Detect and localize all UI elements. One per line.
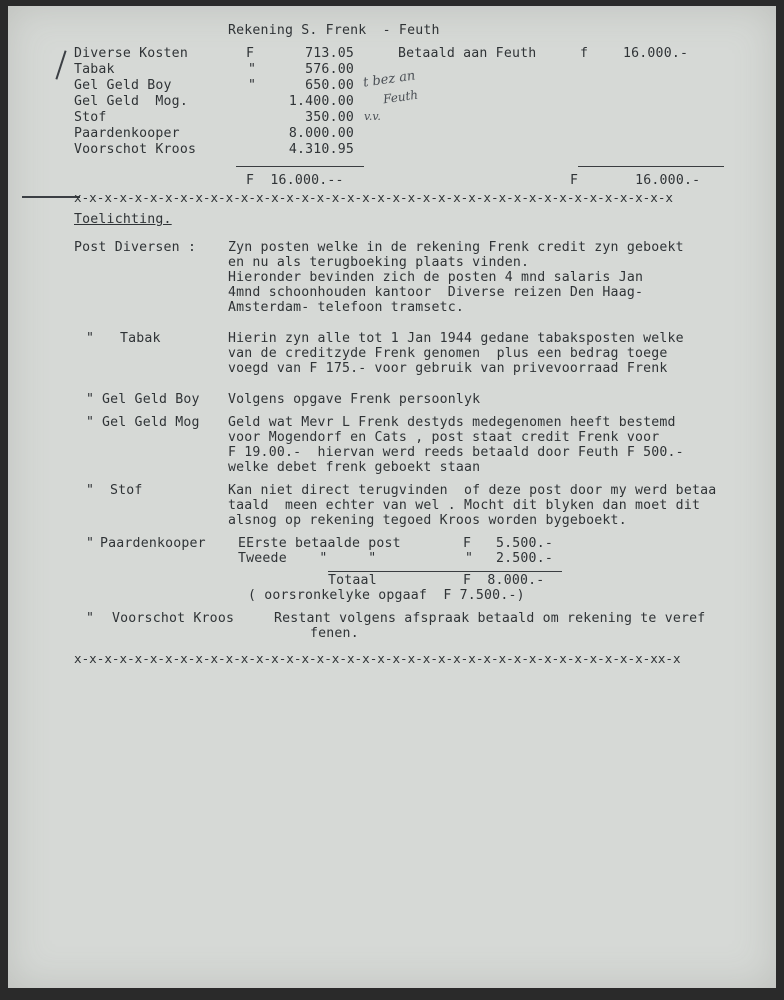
cost-label: Diverse Kosten <box>74 46 188 61</box>
note-line: taald meen echter van wel . Mocht dit blyken dan moet dit <box>228 498 701 513</box>
separator-line: x-x-x-x-x-x-x-x-x-x-x-x-x-x-x-x-x-x-x-x-x-x-x-x-x-x-x-x-x-x-x-x-x-x-x-x-x-x-x-x <box>74 190 673 205</box>
note-line: 4mnd schoonhouden kantoor Diverse reizen Den Haag- <box>228 285 644 300</box>
cost-amount: 350.00 <box>305 110 354 125</box>
cost-amount: 8.000.00 <box>288 126 354 141</box>
payment-label: EErste betaalde post <box>238 536 401 551</box>
note-label: Gel Geld Mog <box>102 415 200 430</box>
total-rule-left <box>236 166 364 167</box>
handwritten-note: Feuth <box>382 87 419 107</box>
paid-amount: 16.000.- <box>623 46 689 61</box>
note-line: en nu als terugboeking plaats vinden. <box>228 255 530 270</box>
note-line: Kan niet direct terugvinden of deze post door my werd betaa <box>228 483 717 498</box>
note-line: welke debet frenk geboekt staan <box>228 460 481 475</box>
cost-amount: 4.310.95 <box>288 142 354 157</box>
cost-amount: 713.05 <box>305 46 354 61</box>
pen-mark <box>22 196 80 198</box>
payment-currency: F <box>463 536 472 551</box>
note-line: F 19.00.- hiervan werd reeds betaald door Feuth F 500.- <box>228 445 684 460</box>
note-label: Post Diversen : <box>74 240 197 255</box>
ditto-mark: " <box>86 331 95 346</box>
cost-label: Gel Geld Mog. <box>74 94 188 109</box>
pen-mark <box>55 50 66 79</box>
note-label: Gel Geld Boy <box>102 392 200 407</box>
note-line: Hierin zyn alle tot 1 Jan 1944 gedane tabaksposten welke <box>228 331 684 346</box>
cost-amount: 576.00 <box>305 62 354 77</box>
note-line: Amsterdam- telefoon tramsetc. <box>228 300 465 315</box>
cost-label: Stof <box>74 110 107 125</box>
ditto-mark: " <box>86 536 95 551</box>
note-line: fenen. <box>310 626 359 641</box>
cost-amount: 1.400.00 <box>288 94 354 109</box>
total-label: Totaal <box>328 573 377 588</box>
payment-amount: 5.500.- <box>496 536 553 551</box>
note-line: alsnog op rekening tegoed Kroos worden bygeboekt. <box>228 513 627 528</box>
ditto-mark: " <box>86 392 95 407</box>
separator-line: x-x-x-x-x-x-x-x-x-x-x-x-x-x-x-x-x-x-x-x-x-x-x-x-x-x-x-x-x-x-x-x-x-x-x-x-x-x-xx-x <box>74 651 681 666</box>
document-page <box>8 6 776 988</box>
ditto-mark: " <box>86 483 95 498</box>
handwritten-note: v.v. <box>364 110 381 123</box>
note-line: van de creditzyde Frenk genomen plus een bedrag toege <box>228 346 668 361</box>
total-right: F 16.000.- <box>570 173 701 188</box>
note-line: voor Mogendorf en Cats , post staat credit Frenk voor <box>228 430 660 445</box>
note-line: voegd van F 175.- voor gebruik van privevoorraad Frenk <box>228 361 668 376</box>
note-line: Zyn posten welke in de rekening Frenk credit zyn geboekt <box>228 240 684 255</box>
payment-amount: 2.500.- <box>496 551 553 566</box>
cost-currency: F <box>246 46 255 61</box>
original-note: ( oorsronkelyke opgaaf F 7.500.-) <box>248 588 525 603</box>
page-title: Rekening S. Frenk - Feuth <box>228 23 440 38</box>
note-line: Volgens opgave Frenk persoonlyk <box>228 392 481 407</box>
section-heading: Toelichting. <box>74 212 172 227</box>
note-line: Hieronder bevinden zich de posten 4 mnd salaris Jan <box>228 270 644 285</box>
cost-currency: " <box>248 78 257 93</box>
paid-label: Betaald aan Feuth <box>398 46 537 61</box>
cost-label: Tabak <box>74 62 115 77</box>
note-line: Restant volgens afspraak betaald om rekening te veref <box>274 611 706 626</box>
total-rule <box>328 571 562 572</box>
cost-label: Gel Geld Boy <box>74 78 172 93</box>
cost-label: Voorschot Kroos <box>74 142 197 157</box>
cost-currency: " <box>248 62 257 77</box>
note-label: Stof <box>110 483 143 498</box>
note-line: Geld wat Mevr L Frenk destyds medegenomen heeft bestemd <box>228 415 676 430</box>
total-rule-right <box>578 166 724 167</box>
cost-amount: 650.00 <box>305 78 354 93</box>
paid-currency: f <box>580 46 589 61</box>
payment-label: Tweede " " <box>238 551 377 566</box>
total-left: F 16.000.-- <box>246 173 344 188</box>
ditto-mark: " <box>86 415 95 430</box>
handwritten-note: t bez an <box>362 68 417 91</box>
note-label: Paardenkooper <box>100 536 206 551</box>
total-amount: F 8.000.- <box>463 573 545 588</box>
ditto-mark: " <box>86 611 95 626</box>
payment-currency: " <box>465 551 474 566</box>
cost-label: Paardenkooper <box>74 126 180 141</box>
note-label: Voorschot Kroos <box>112 611 235 626</box>
note-label: Tabak <box>120 331 161 346</box>
